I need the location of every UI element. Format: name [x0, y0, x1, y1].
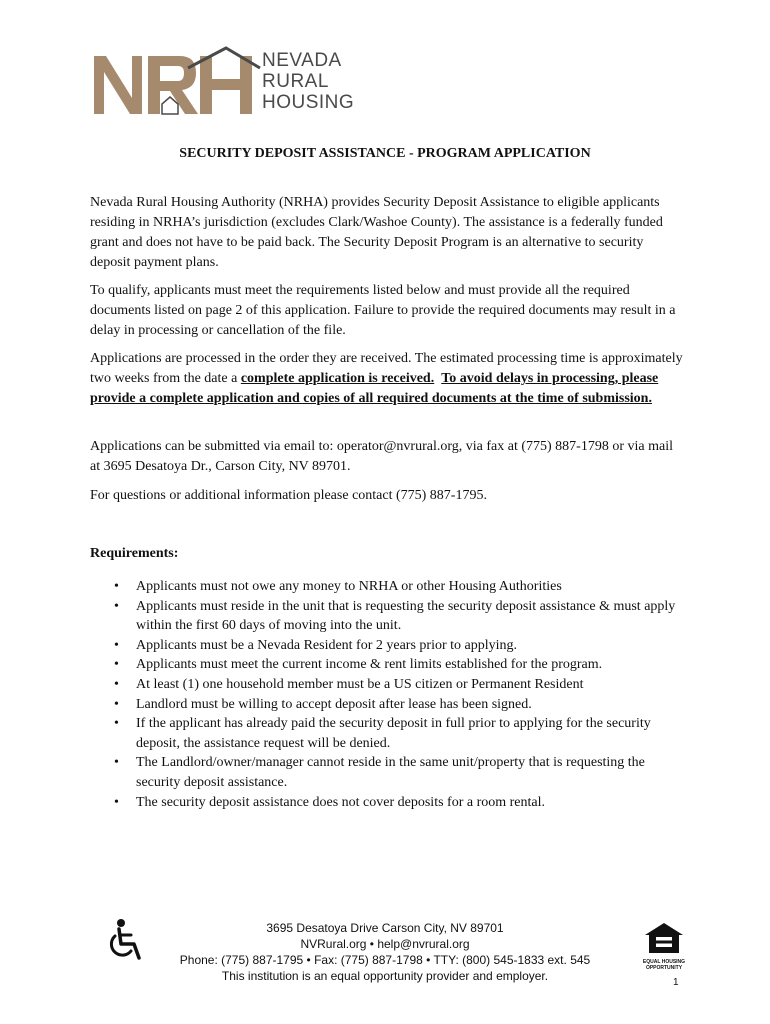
- logo-word-housing: HOUSING: [262, 92, 355, 113]
- bullet-icon: •: [114, 794, 119, 810]
- footer-web-email: NVRural.org • help@nvrural.org: [300, 937, 470, 951]
- bullet-icon: •: [114, 657, 119, 673]
- requirement-text: Applicants must be a Nevada Resident for 2 years prior to applying.: [136, 637, 518, 653]
- requirement-text: If the applicant has already paid the security deposit in full prior to applying for the security deposit, the assistance request will be denied.: [136, 716, 651, 751]
- footer-phones: Phone: (775) 887-1795 • Fax: (775) 887-1798 • TTY: (800) 545-1833 ext. 545: [179, 953, 591, 967]
- page-number: 1: [673, 977, 679, 988]
- requirements-list: [90, 577, 680, 812]
- footer-equal-opportunity: This institution is an equal opportunity provider and employer.: [221, 969, 549, 983]
- requirement-text: The security deposit assistance does not cover deposits for a room rental.: [136, 794, 545, 810]
- footer: [0, 920, 770, 984]
- bullet-icon: •: [114, 696, 119, 712]
- requirement-text: Applicants must reside in the unit that is requesting the security deposit assistance & must apply within the first 60 days of moving into the unit.: [136, 598, 676, 634]
- list-item: [90, 655, 680, 675]
- nrh-logo-mark: [92, 46, 262, 116]
- bullet-icon: •: [114, 755, 119, 771]
- avoid-delays-emphasis: To avoid delays in processing, please provide a complete application and copies of all required documents at the time of submission.: [90, 371, 659, 406]
- logo-word-nevada: NEVADA: [262, 50, 342, 71]
- list-item: [90, 695, 680, 715]
- list-item: [90, 793, 680, 813]
- eho-label-1: EQUAL HOUSING: [642, 959, 686, 965]
- bullet-icon: •: [114, 637, 119, 653]
- requirement-text: Applicants must meet the current income & rent limits established for the program.: [136, 657, 603, 673]
- eho-label-2: OPPORTUNITY: [645, 965, 683, 971]
- requirements-heading: Requirements:: [90, 546, 179, 561]
- document-title: SECURITY DEPOSIT ASSISTANCE - PROGRAM APPLICATION: [179, 146, 591, 161]
- list-item: [90, 636, 680, 656]
- bullet-icon: •: [114, 598, 119, 614]
- intro-paragraph: Nevada Rural Housing Authority (NRHA) provides Security Deposit Assistance to eligible applicants residing in NRHA’s jurisdiction (excludes Clark/Washoe County). The assistance is a federally funded grant and does not have to be paid back. The Security Deposit Program is an alternative to security deposit payment plans.: [90, 195, 663, 270]
- list-item: [90, 577, 680, 597]
- list-item: [90, 714, 680, 753]
- logo-word-rural: RURAL: [262, 71, 329, 92]
- processing-paragraph: [90, 349, 685, 409]
- complete-application-emphasis: complete application is received.: [240, 371, 435, 386]
- list-item: [90, 597, 680, 636]
- list-item: [90, 675, 680, 695]
- requirement-text: Landlord must be willing to accept deposit after lease has been signed.: [136, 696, 532, 712]
- processing-text: Applications are processed in the order they are received. The estimated processing time is approximately two weeks from the date a: [90, 351, 683, 386]
- bullet-icon: •: [114, 676, 119, 692]
- logo-wordmark: [262, 50, 354, 113]
- nrh-logo: [92, 46, 362, 118]
- footer-address: 3695 Desatoya Drive Carson City, NV 89701: [266, 921, 504, 935]
- requirement-text: The Landlord/owner/manager cannot reside in the same unit/property that is requesting the security deposit assistance.: [136, 755, 645, 790]
- requirement-text: At least (1) one household member must be a US citizen or Permanent Resident: [136, 676, 584, 692]
- qualify-paragraph: To qualify, applicants must meet the requirements listed below and must provide all the required documents listed on page 2 of this application. Failure to provide the required documents may result in a delay in processing or cancellation of the file.: [90, 283, 676, 338]
- list-item: [90, 753, 680, 792]
- submission-paragraph: Applications can be submitted via email to: operator@nvrural.org, via fax at (775) 887-1798 or via mail at 3695 Desatoya Dr., Carson City, NV 89701.: [90, 439, 673, 474]
- requirement-text: Applicants must not owe any money to NRHA or other Housing Authorities: [136, 579, 562, 594]
- bullet-icon: •: [114, 579, 119, 594]
- bullet-icon: •: [114, 716, 119, 732]
- contact-paragraph: For questions or additional information please contact (775) 887-1795.: [90, 488, 487, 503]
